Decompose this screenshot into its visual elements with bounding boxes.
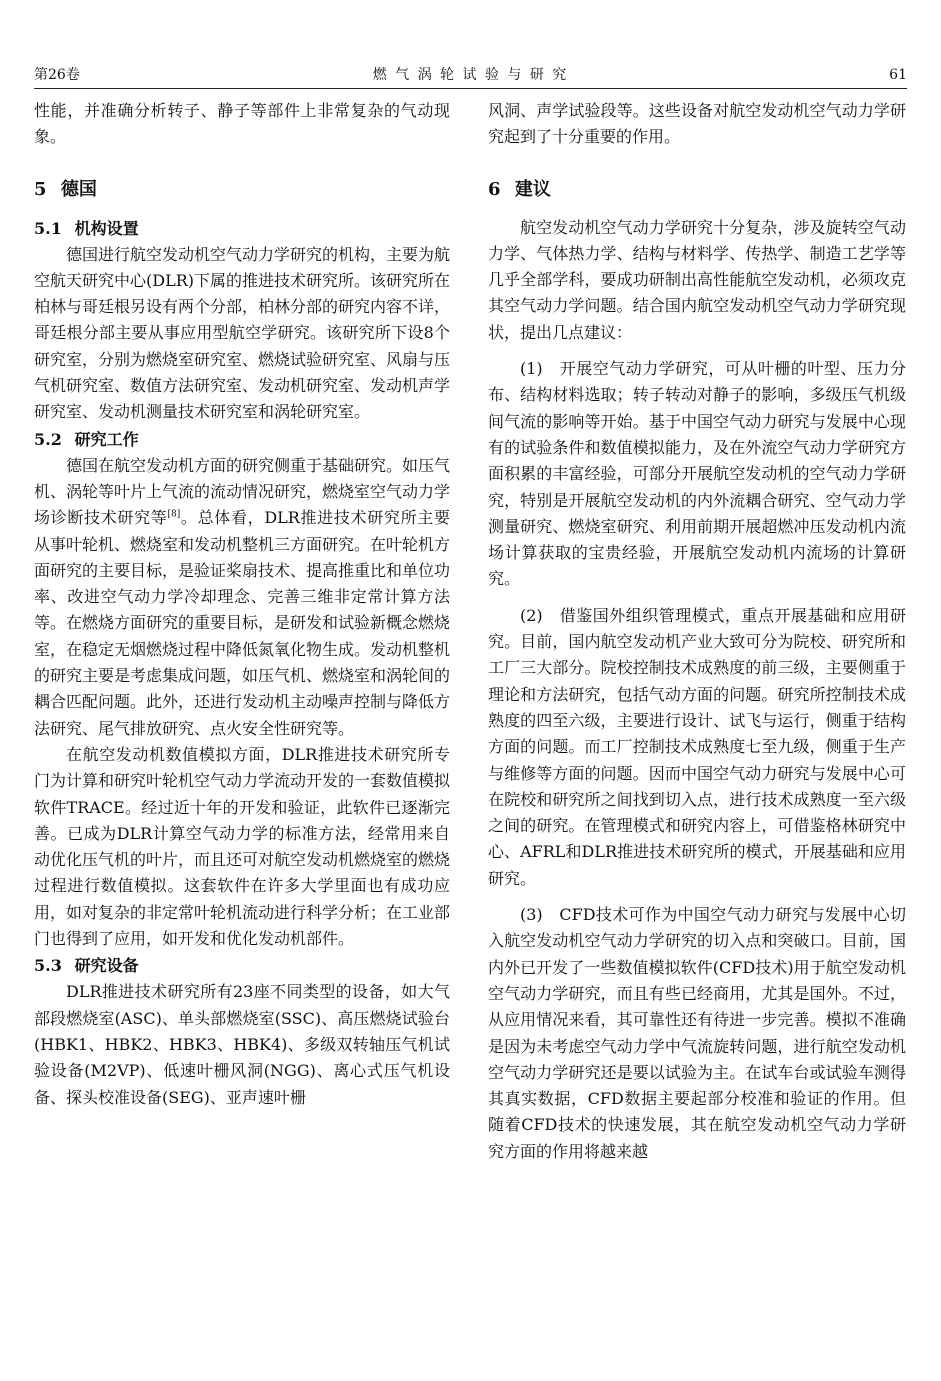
subsection-heading-5-1: 5.1 机构设置 xyxy=(34,218,139,238)
right-column xyxy=(488,98,906,1165)
volume-label: 第26卷 xyxy=(34,67,80,83)
paragraph-continued-right: 风洞、声学试验段等。这些设备对航空发动机空气动力学研究起到了十分重要的作用。 xyxy=(488,101,906,147)
paragraph-continued: 性能，并准确分析转子、静子等部件上非常复杂的气动现象。 xyxy=(34,101,450,147)
running-header xyxy=(34,66,907,89)
page-number: 61 xyxy=(889,67,907,83)
section-heading-6: 6 建议 xyxy=(488,178,551,200)
paragraph-5-2-b: 在航空发动机数值模拟方面，DLR推进技术研究所专门为计算和研究叶轮机空气动力学流动开发的一套数值模拟软件TRACE。经过近十年的开发和验证，此软件已逐渐完善。已成为DLR计算空气动力学的标准方法，经常用来自动优化压气机的叶片，而且还可对航空发动机燃烧室的燃烧过程进行数值模拟。这套软件在许多大学里面也有成功应用，如对复杂的非定常叶轮机流动进行科学分析；在工业部门也得到了应用，如开发和优化发动机部件。 xyxy=(34,744,451,949)
paragraph-5-2-a: 德国在航空发动机方面的研究侧重于基础研究。如压气机、涡轮等叶片上气流的流动情况研究，燃烧室空气动力学场诊断技术研究等[8]。总体看，DLR推进技术研究所主要从事叶轮机、燃烧室和发动机整机三方面研究。在叶轮机方面研究的主要目标，是验证桨扇技术、提高推重比和单位功率、改进空气动力学冷却理念、完善三维非定常计算方法等。在燃烧方面研究的重要目标，是研发和试验新概念燃烧室，在稳定无烟燃烧过程中降低氮氧化物生成。发动机整机的研究主要是考虑集成问题，如压气机、燃烧室和涡轮间的耦合匹配问题。此外，还进行发动机主动噪声控制与降低方法研究、尾气排放研究、点火安全性研究等。 xyxy=(34,455,451,738)
suggestion-2: (2) 借鉴国外组织管理模式，重点开展基础和应用研究。目前，国内航空发动机产业大致可分为院校、研究所和工厂三大部分。院校控制技术成熟度的前三级，主要侧重于理论和方法研究，包括气动方面的问题。研究所控制技术成熟度的四至六级，主要进行设计、试飞与运行，侧重于结构方面的问题。而工厂控制技术成熟度七至九级，侧重于生产与维修等方面的问题。因而中国空气动力研究与发展中心可在院校和研究所之间找到切入点，进行技术成熟度一至六级之间的研究。在管理模式和研究内容上，可借鉴格林研究中心、AFRL和DLR推进技术研究所的模式，开展基础和应用研究。 xyxy=(488,605,906,888)
suggestion-3: (3) CFD技术可作为中国空气动力研究与发展中心切入航空发动机空气动力学研究的切入点和突破口。目前，国内外已开发了一些数值模拟软件(CFD技术)用于航空发动机空气动力学研究，而且有些已经商用，尤其是国外。不过，从应用情况来看，其可靠性还有待进一步完善。模拟不准确是因为未考虑空气动力学中气流旋转问题，进行航空发动机空气动力学研究还是要以试验为主。在试车台或试验车测得其真实数据，CFD数据主要起部分校准和验证的作用。但随着CFD技术的快速发展，其在航空发动机空气动力学研究方面的作用将越来越 xyxy=(488,905,906,1161)
section-heading-5: 5 德国 xyxy=(34,178,97,200)
paragraph-6-intro: 航空发动机空气动力学研究十分复杂，涉及旋转空气动力学、气体热力学、结构与材料学、传热学、制造工艺学等几乎全部学科，要成功研制出高性能航空发动机，必须攻克其空气动力学问题。结合国内航空发动机空气动力学研究现状，提出几点建议： xyxy=(488,217,906,342)
citation-ref: [8] xyxy=(167,509,181,520)
journal-title: 燃 气 涡 轮 试 验 与 研 究 xyxy=(372,67,569,83)
left-column xyxy=(34,98,450,1111)
paragraph-5-1: 德国进行航空发动机空气动力学研究的机构，主要为航空航天研究中心(DLR)下属的推进技术研究所。该研究所在柏林与哥廷根另设有两个分部，柏林分部的研究内容不详，哥廷根分部主要从事应用型航空学研究。该研究所下设8个研究室，分别为燃烧室研究室、燃烧试验研究室、风扇与压气机研究室、数值方法研究室、发动机研究室、发动机声学研究室、发动机测量技术研究室和涡轮研究室。 xyxy=(34,244,451,422)
subsection-heading-5-3: 5.3 研究设备 xyxy=(34,956,139,976)
subsection-heading-5-2: 5.2 研究工作 xyxy=(34,429,139,449)
suggestion-1: (1) 开展空气动力学研究，可从叶栅的叶型、压力分布、结构材料选取；转子转动对静子的影响，多级压气机级间气流的影响等开始。基于中国空气动力研究与发展中心现有的试验条件和数值模拟能力，及在外流空气动力学研究方面积累的丰富经验，可部分开展航空发动机的空气动力学研究，特别是开展航空发动机的内外流耦合研究、空气动力学测量研究、燃烧室研究、利用前期开展超燃冲压发动机内流场计算获取的宝贵经验，开展航空发动机内流场的计算研究。 xyxy=(488,359,906,589)
paragraph-5-3: DLR推进技术研究所有23座不同类型的设备，如大气部段燃烧室(ASC)、单头部燃烧室(SSC)、高压燃烧试验台(HBK1、HBK2、HBK3、HBK4)、多级双转轴压气机试验设备(M2VP)、低速叶栅风洞(NGG)、离心式压气机设备、探头校准设备(SEG)、亚声速叶栅 xyxy=(34,982,450,1107)
